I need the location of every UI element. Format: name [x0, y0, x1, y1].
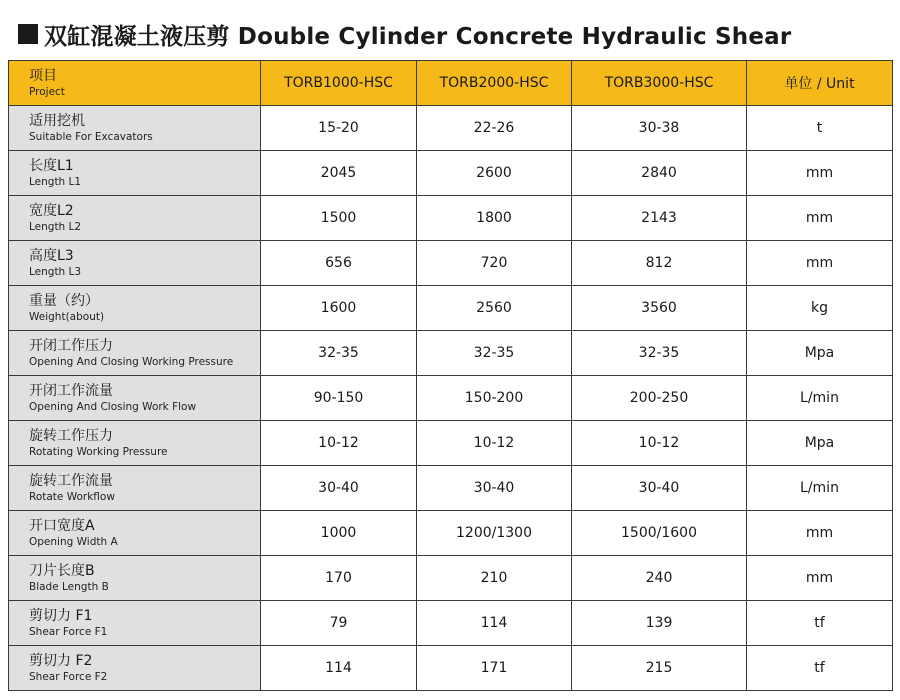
row-label-cn: 开口宽度A — [29, 517, 95, 534]
row-label — [9, 151, 261, 196]
unit-cell: L/min — [747, 466, 893, 511]
row-label-cn: 旋转工作压力 — [29, 427, 113, 444]
value-cell-model-2: 30-40 — [417, 466, 572, 511]
unit-cell: t — [747, 106, 893, 151]
value-cell-model-1: 1500 — [261, 196, 417, 241]
row-label-en: Rotating Working Pressure — [29, 445, 168, 458]
row-label-cn: 长度L1 — [29, 157, 74, 174]
row-label-cn: 适用挖机 — [29, 112, 85, 129]
table-row — [9, 466, 893, 511]
unit-cell: tf — [747, 646, 893, 691]
table-row — [9, 196, 893, 241]
value-cell-model-2: 10-12 — [417, 421, 572, 466]
row-label-cn: 刀片长度B — [29, 562, 95, 579]
value-cell-model-3: 812 — [572, 241, 747, 286]
unit-cell: L/min — [747, 376, 893, 421]
value-cell-model-2: 114 — [417, 601, 572, 646]
header-project — [9, 61, 261, 106]
page-title-text: 双缸混凝土液压剪 Double Cylinder Concrete Hydraulic Shear — [44, 23, 792, 50]
value-cell-model-1: 30-40 — [261, 466, 417, 511]
table-row — [9, 106, 893, 151]
value-cell-model-2: 1800 — [417, 196, 572, 241]
table-row — [9, 151, 893, 196]
unit-cell: mm — [747, 556, 893, 601]
row-label — [9, 646, 261, 691]
row-label — [9, 421, 261, 466]
table-row — [9, 601, 893, 646]
value-cell-model-3: 240 — [572, 556, 747, 601]
unit-cell: Mpa — [747, 331, 893, 376]
row-label — [9, 106, 261, 151]
table-row — [9, 646, 893, 691]
table-header-row — [9, 61, 893, 106]
value-cell-model-1: 2045 — [261, 151, 417, 196]
value-cell-model-1: 656 — [261, 241, 417, 286]
unit-cell: mm — [747, 196, 893, 241]
value-cell-model-1: 15-20 — [261, 106, 417, 151]
row-label-en: Suitable For Excavators — [29, 130, 153, 143]
value-cell-model-2: 32-35 — [417, 331, 572, 376]
row-label-en: Opening And Closing Working Pressure — [29, 355, 234, 368]
value-cell-model-2: 1200/1300 — [417, 511, 572, 556]
page-title — [18, 14, 791, 54]
value-cell-model-2: 171 — [417, 646, 572, 691]
value-cell-model-3: 2143 — [572, 196, 747, 241]
row-label — [9, 511, 261, 556]
row-label-cn: 旋转工作流量 — [29, 472, 113, 489]
value-cell-model-2: 150-200 — [417, 376, 572, 421]
row-label-en: Shear Force F1 — [29, 625, 108, 638]
unit-cell: kg — [747, 286, 893, 331]
row-label-en: Blade Length B — [29, 580, 109, 593]
value-cell-model-3: 215 — [572, 646, 747, 691]
unit-cell: Mpa — [747, 421, 893, 466]
row-label-cn: 高度L3 — [29, 247, 74, 264]
value-cell-model-3: 139 — [572, 601, 747, 646]
value-cell-model-2: 2560 — [417, 286, 572, 331]
spec-table-body — [9, 106, 893, 691]
row-label — [9, 556, 261, 601]
value-cell-model-2: 2600 — [417, 151, 572, 196]
header-model-1: TORB1000-HSC — [261, 61, 417, 106]
value-cell-model-3: 10-12 — [572, 421, 747, 466]
table-row — [9, 556, 893, 601]
row-label — [9, 331, 261, 376]
value-cell-model-3: 1500/1600 — [572, 511, 747, 556]
row-label-en: Opening Width A — [29, 535, 118, 548]
row-label-en: Rotate Workflow — [29, 490, 115, 503]
table-row — [9, 286, 893, 331]
row-label-en: Weight(about) — [29, 310, 105, 323]
row-label — [9, 286, 261, 331]
row-label-cn: 开闭工作压力 — [29, 337, 113, 354]
header-unit: 单位 / Unit — [747, 61, 893, 106]
value-cell-model-1: 79 — [261, 601, 417, 646]
row-label-cn: 开闭工作流量 — [29, 382, 113, 399]
row-label-cn: 剪切力 F2 — [29, 652, 93, 669]
row-label — [9, 241, 261, 286]
row-label — [9, 376, 261, 421]
unit-cell: mm — [747, 151, 893, 196]
value-cell-model-2: 22-26 — [417, 106, 572, 151]
value-cell-model-3: 32-35 — [572, 331, 747, 376]
header-model-2: TORB2000-HSC — [417, 61, 572, 106]
row-label-cn: 重量（约） — [29, 292, 99, 309]
value-cell-model-1: 32-35 — [261, 331, 417, 376]
table-row — [9, 331, 893, 376]
row-label — [9, 601, 261, 646]
value-cell-model-3: 30-38 — [572, 106, 747, 151]
value-cell-model-3: 200-250 — [572, 376, 747, 421]
value-cell-model-3: 3560 — [572, 286, 747, 331]
table-row — [9, 376, 893, 421]
header-model-3: TORB3000-HSC — [572, 61, 747, 106]
value-cell-model-1: 114 — [261, 646, 417, 691]
unit-cell: mm — [747, 241, 893, 286]
row-label-en: Length L1 — [29, 175, 82, 188]
value-cell-model-1: 10-12 — [261, 421, 417, 466]
value-cell-model-2: 720 — [417, 241, 572, 286]
value-cell-model-1: 90-150 — [261, 376, 417, 421]
unit-cell: mm — [747, 511, 893, 556]
header-project-en: Project — [29, 85, 65, 98]
value-cell-model-1: 1000 — [261, 511, 417, 556]
row-label — [9, 196, 261, 241]
row-label-cn: 剪切力 F1 — [29, 607, 93, 624]
row-label-en: Opening And Closing Work Flow — [29, 400, 197, 413]
row-label-cn: 宽度L2 — [29, 202, 74, 219]
table-row — [9, 241, 893, 286]
square-bullet-icon — [18, 24, 38, 44]
spec-table — [8, 60, 893, 691]
unit-cell: tf — [747, 601, 893, 646]
row-label — [9, 466, 261, 511]
value-cell-model-1: 170 — [261, 556, 417, 601]
value-cell-model-2: 210 — [417, 556, 572, 601]
row-label-en: Length L2 — [29, 220, 82, 233]
table-row — [9, 511, 893, 556]
value-cell-model-1: 1600 — [261, 286, 417, 331]
table-row — [9, 421, 893, 466]
row-label-en: Shear Force F2 — [29, 670, 108, 683]
value-cell-model-3: 30-40 — [572, 466, 747, 511]
value-cell-model-3: 2840 — [572, 151, 747, 196]
row-label-en: Length L3 — [29, 265, 82, 278]
header-project-cn: 项目 — [29, 67, 57, 84]
